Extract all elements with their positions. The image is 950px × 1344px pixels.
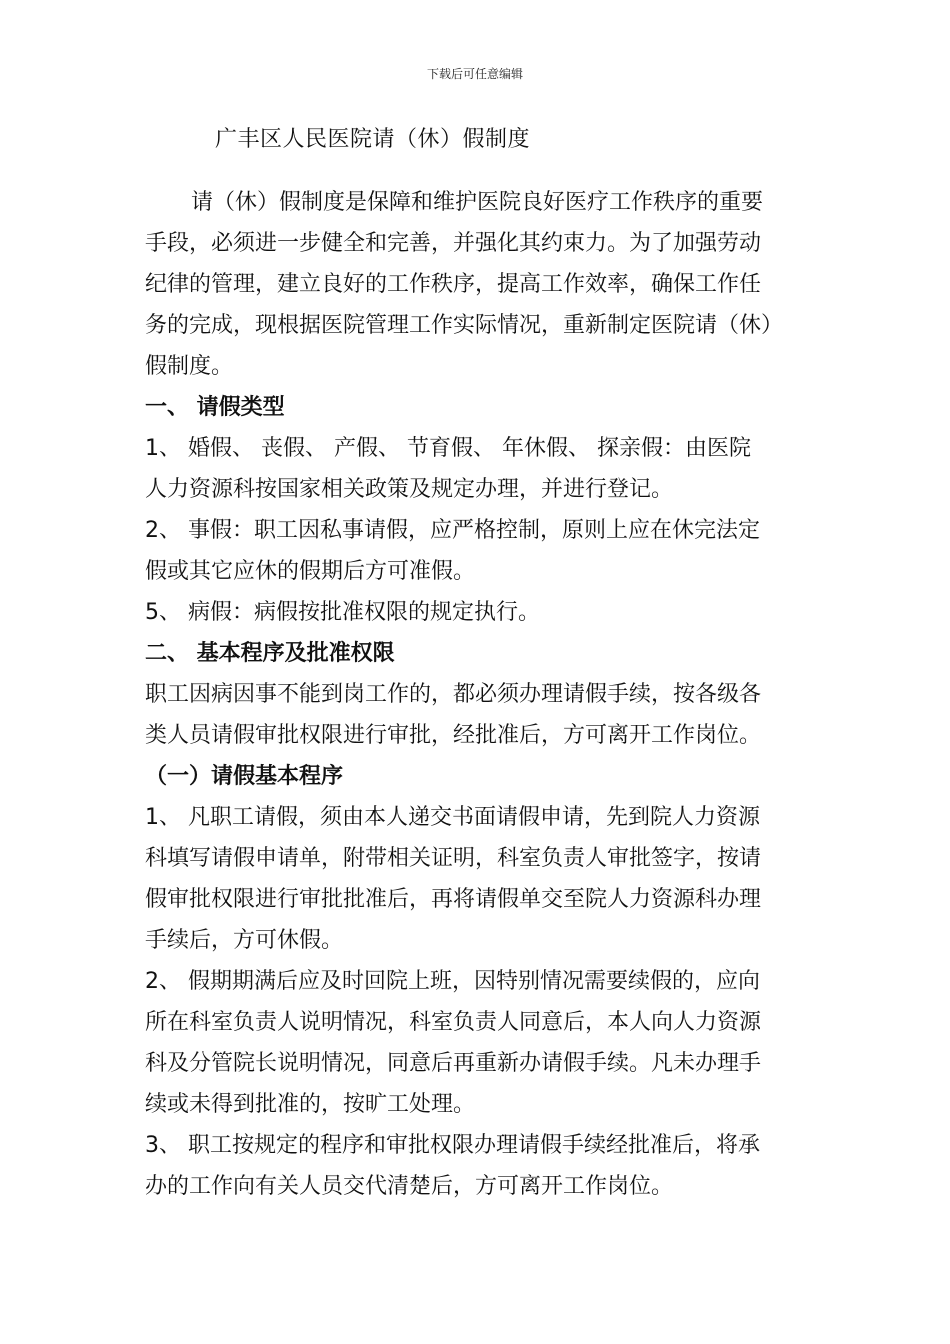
paragraph-line: 1、 婚假、 丧假、 产假、 节育假、 年休假、 探亲假：由医院 [145, 436, 751, 461]
paragraph-line: 假或其它应休的假期后方可准假。 [145, 559, 476, 584]
paragraph-line: 5、 病假：病假按批准权限的规定执行。 [145, 600, 540, 625]
paragraph-line: 科及分管院长说明情况，同意后再重新办请假手续。凡未办理手 [145, 1051, 762, 1076]
paragraph-line: 科填写请假申请单，附带相关证明，科室负责人审批签字，按请 [145, 846, 762, 871]
paragraph-line: 职工因病因事不能到岗工作的，都必须办理请假手续，按各级各 [145, 682, 762, 707]
paragraph-line: 所在科室负责人说明情况，科室负责人同意后，本人向人力资源 [145, 1010, 762, 1035]
paragraph-line: 手段，必须进一步健全和完善，并强化其约束力。为了加强劳动 [145, 231, 762, 256]
document-title: 广丰区人民医院请（休）假制度 [215, 127, 531, 152]
paragraph-line: 3、 职工按规定的程序和审批权限办理请假手续经批准后，将承 [145, 1133, 760, 1158]
page-header: 下载后可任意编辑 [426, 67, 523, 81]
paragraph-line: 手续后，方可休假。 [145, 928, 344, 953]
paragraph-line: 假审批权限进行审批批准后，再将请假单交至院人力资源科办理 [145, 887, 762, 912]
paragraph-line: 1、 凡职工请假，须由本人递交书面请假申请，先到院人力资源 [145, 805, 760, 830]
paragraph-line: 2、 假期期满后应及时回院上班，因特别情况需要续假的，应向 [145, 969, 760, 994]
paragraph-line: 假制度。 [145, 354, 234, 379]
paragraph-line: 人力资源科按国家相关政策及规定办理，并进行登记。 [145, 477, 674, 502]
paragraph-line: 类人员请假审批权限进行审批，经批准后，方可离开工作岗位。 [145, 723, 762, 748]
section-heading: 一、 请假类型 [145, 395, 285, 420]
paragraph-line: 办的工作向有关人员交代清楚后，方可离开工作岗位。 [145, 1174, 674, 1199]
paragraph-line: 纪律的管理，建立良好的工作秩序，提高工作效率，确保工作任 [145, 272, 762, 297]
paragraph-line: 2、 事假：职工因私事请假，应严格控制，原则上应在休完法定 [145, 518, 760, 543]
section-heading: （一）请假基本程序 [145, 764, 344, 789]
paragraph-line: 请（休）假制度是保障和维护医院良好医疗工作秩序的重要 [191, 190, 764, 215]
document-body [145, 182, 810, 1207]
paragraph-line: 续或未得到批准的，按旷工处理。 [145, 1092, 476, 1117]
section-heading: 二、 基本程序及批准权限 [145, 641, 395, 666]
paragraph-line: 务的完成，现根据医院管理工作实际情况，重新制定医院请（休） [145, 313, 784, 338]
